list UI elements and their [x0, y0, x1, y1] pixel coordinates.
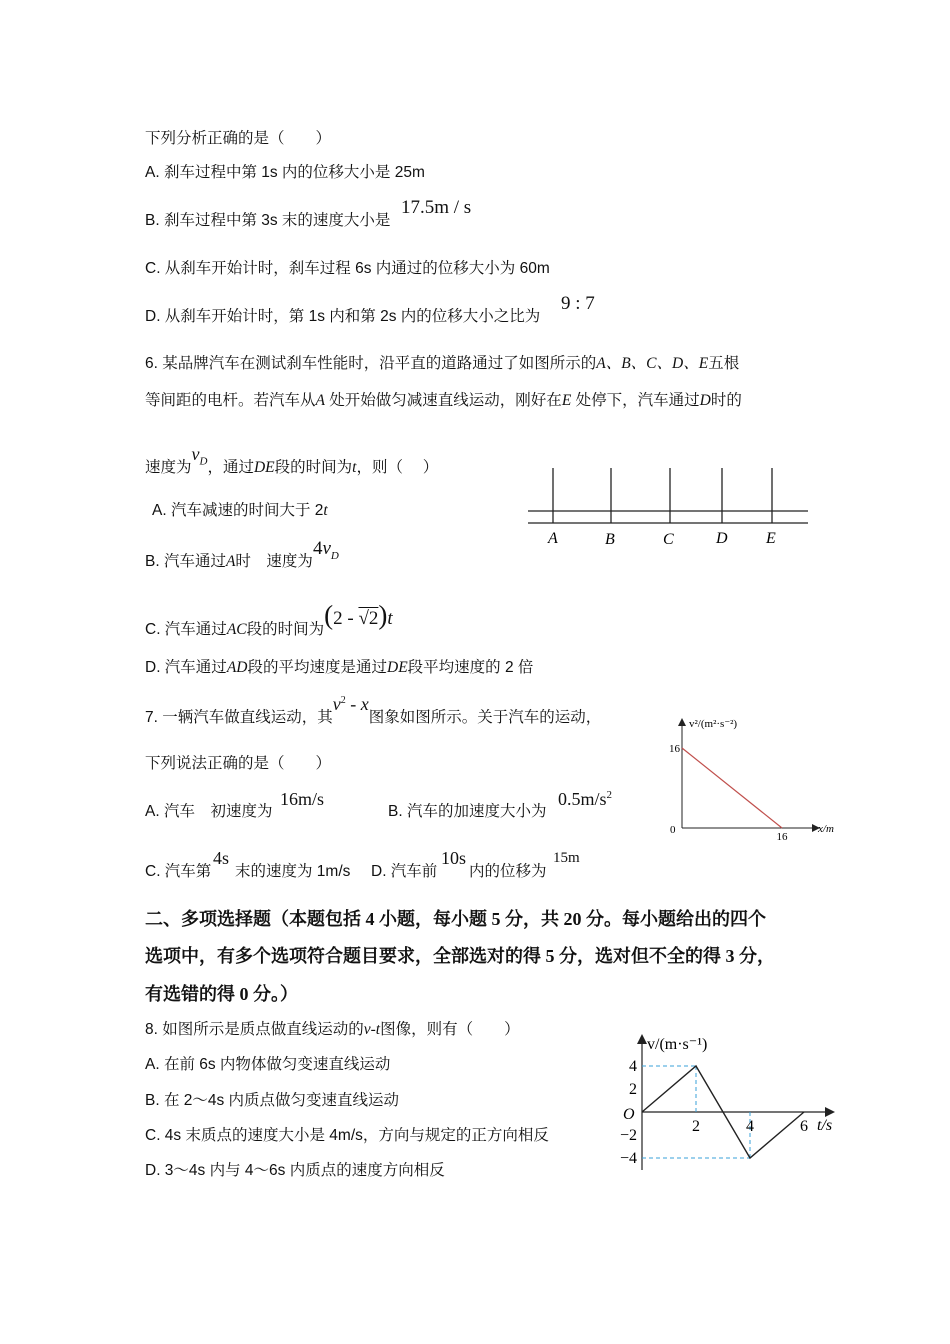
q5-option-a: A. 刹车过程中第 1s 内的位移大小是 25m: [145, 164, 425, 181]
vt-y-tick-minus4: −4: [619, 1150, 637, 1167]
q7-option-d: D. 汽车前: [371, 863, 438, 880]
y-axis-arrow: [678, 718, 686, 726]
q7-option-b: B. 汽车的加速度大小为: [388, 803, 547, 820]
vt-y-tick-2: 2: [629, 1081, 637, 1098]
pole-label-b: B: [605, 531, 615, 548]
v2x-x-tick-16: 16: [776, 831, 788, 843]
v2-x-series-line: [682, 748, 782, 828]
q5-option-c: C. 从刹车开始计时，刹车过程 6s 内通过的位移大小为 60m: [145, 260, 550, 277]
v2x-y-tick-16: 16: [669, 743, 680, 755]
vt-ylabel: v/(m·s⁻¹): [647, 1036, 708, 1053]
q6-option-c: C. 汽车通过AC段的时间为(2 - √2)t: [145, 600, 393, 638]
q8-option-d: D. 3～4s 内与 4～6s 内质点的速度方向相反: [145, 1162, 445, 1179]
q7-stem-line2: 下列说法正确的是（ ）: [145, 755, 332, 772]
q7-option-c-tail: 末的速度为 1m/s: [235, 863, 351, 880]
q6-option-a: A. 汽车减速的时间大于 2t: [152, 502, 328, 519]
pole-label-a: A: [548, 530, 558, 547]
v-axis-arrow: [637, 1034, 647, 1044]
q7-option-a: A. 汽车 初速度为: [145, 803, 273, 820]
pole-label-c: C: [663, 531, 674, 548]
q6-option-b: B. 汽车通过A时 速度为$4v_D$: [145, 538, 339, 570]
q6-stem-line3: 速度为$v_D$，通过DE段的时间为t，则（ ）: [145, 444, 439, 476]
q6-option-d: D. 汽车通过AD段的平均速度是通过DE段平均速度的 2 倍: [145, 659, 534, 676]
q7-option-d-math: 10s: [441, 848, 467, 868]
q5-option-d-math: 9 : 7: [561, 293, 595, 314]
q6-poles-figure: [528, 466, 810, 552]
vt-x-tick-4: 4: [746, 1118, 754, 1135]
section2-line2: 选项中，有多个选项符合题目要求，全部选对的得 5 分，选对但不全的得 3 分，: [145, 946, 775, 966]
q7-option-d-math2: 15m: [553, 850, 580, 866]
vt-x-tick-6: 6: [800, 1118, 808, 1135]
pole-label-e: E: [766, 530, 776, 547]
q7-option-d-tail: 内的位移为: [469, 863, 547, 880]
v-t-chart: [615, 1030, 845, 1175]
q7-stem-line1: 7. 一辆汽车做直线运动，其$v^2$ - x图象如图所示。关于汽车的运动，: [145, 694, 602, 726]
q5-option-b: B. 刹车过程中第 3s 末的速度大小是: [145, 212, 391, 229]
section2-line1: 二、多项选择题（本题包括 4 小题，每小题 5 分，共 20 分。每小题给出的四个: [145, 909, 766, 929]
q7-option-c-math: 4s: [213, 848, 230, 868]
q8-stem: 8. 如图所示是质点做直线运动的v-t图像，则有（ ）: [145, 1021, 520, 1038]
q5-stem: 下列分析正确的是（ ）: [145, 130, 332, 147]
pole-label-d: D: [716, 530, 728, 547]
q8-option-b: B. 在 2～4s 内质点做匀变速直线运动: [145, 1092, 400, 1109]
q6-stem-line1: 6. 某品牌汽车在测试刹车性能时，沿平直的道路通过了如图所示的A、B、C、D、E五根: [145, 355, 740, 372]
vt-y-tick-4: 4: [629, 1058, 637, 1075]
v2-x-chart: [660, 712, 840, 842]
q8-option-c: C. 4s 末质点的速度大小是 4m/s，方向与规定的正方向相反: [145, 1127, 549, 1144]
q5-option-b-math: 17.5m / s: [401, 197, 472, 218]
v2x-ylabel: v²/(m²·s⁻²): [689, 718, 738, 730]
vt-x-tick-2: 2: [692, 1118, 700, 1135]
q5-option-d: D. 从刹车开始计时，第 1s 内和第 2s 内的位移大小之比为: [145, 308, 541, 325]
v2x-origin-tick: 0: [670, 824, 676, 836]
q8-option-a: A. 在前 6s 内物体做匀变速直线运动: [145, 1056, 391, 1073]
q7-option-a-math: 16m/s: [280, 789, 325, 809]
vt-y-tick-minus2: −2: [619, 1127, 637, 1144]
q7-option-c: C. 汽车第: [145, 863, 212, 880]
v2x-xlabel: x/m: [818, 823, 834, 835]
vt-origin-label: O: [623, 1106, 635, 1123]
section2-line3: 有选错的得 0 分。）: [145, 984, 298, 1004]
vt-xlabel: t/s: [817, 1117, 833, 1134]
q7-option-b-math: $0.5m/s^2$: [558, 789, 613, 809]
q6-stem-line2: 等间距的电杆。若汽车从A 处开始做匀减速直线运动，刚好在E 处停下，汽车通过D时的: [145, 392, 742, 409]
t-axis-arrow: [825, 1107, 835, 1117]
